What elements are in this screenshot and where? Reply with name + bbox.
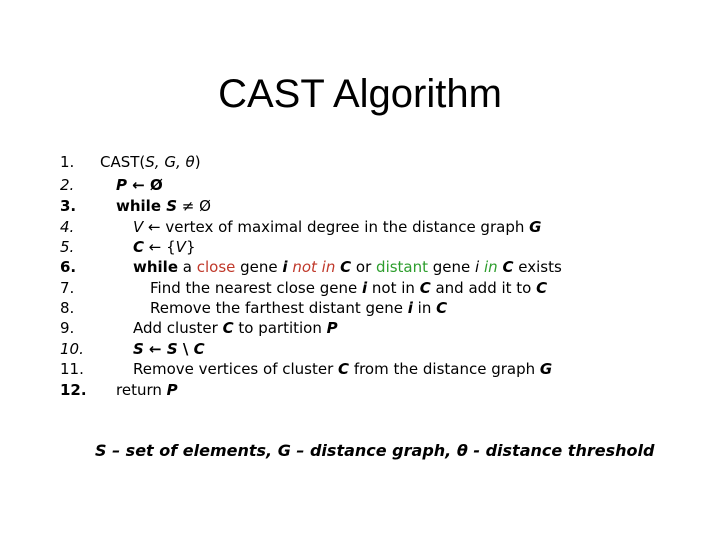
line-code: Add cluster C to partition P (133, 319, 338, 337)
line-code: Find the nearest close gene i not in C and add it to C (150, 279, 548, 297)
algorithm-line (0, 237, 720, 257)
page-title: CAST Algorithm (218, 72, 502, 116)
line-code: P ← Ø (116, 176, 163, 194)
line-number: 7. (60, 279, 75, 297)
line-code: S ← S \ C (133, 340, 205, 358)
footnote: S – set of elements, G – distance graph, θ - distance threshold (95, 441, 655, 460)
line-number: 6. (60, 258, 77, 276)
line-number: 5. (60, 238, 75, 256)
algorithm-line (0, 278, 720, 298)
line-number: 3. (60, 197, 77, 215)
line-number: 11. (60, 360, 84, 378)
line-code: while S ≠ Ø (116, 197, 211, 215)
line-code: Remove vertices of cluster C from the distance graph G (133, 360, 553, 378)
algorithm-line (0, 152, 720, 172)
line-code: return P (116, 381, 178, 399)
line-number: 8. (60, 299, 75, 317)
line-number: 10. (60, 340, 84, 358)
line-code: V ← vertex of maximal degree in the distance graph G (133, 218, 542, 236)
line-number: 9. (60, 319, 75, 337)
algorithm-line (0, 175, 720, 195)
line-code: Remove the farthest distant gene i in C (150, 299, 448, 317)
line-number: 1. (60, 153, 75, 171)
algorithm-line (0, 298, 720, 318)
line-code: C ← {V} (133, 238, 196, 256)
algorithm-line (0, 257, 720, 277)
line-number: 2. (60, 176, 75, 194)
line-code: while a close gene i not in C or distant gene i in C exists (133, 258, 562, 276)
algorithm-line (0, 339, 720, 359)
line-number: 4. (60, 218, 75, 236)
line-code: CAST(S, G, θ) (100, 153, 201, 171)
algorithm-line (0, 318, 720, 338)
algorithm-line (0, 217, 720, 237)
line-number: 12. (60, 381, 87, 399)
algorithm-line (0, 196, 720, 216)
algorithm-line (0, 380, 720, 400)
algorithm-line (0, 359, 720, 379)
